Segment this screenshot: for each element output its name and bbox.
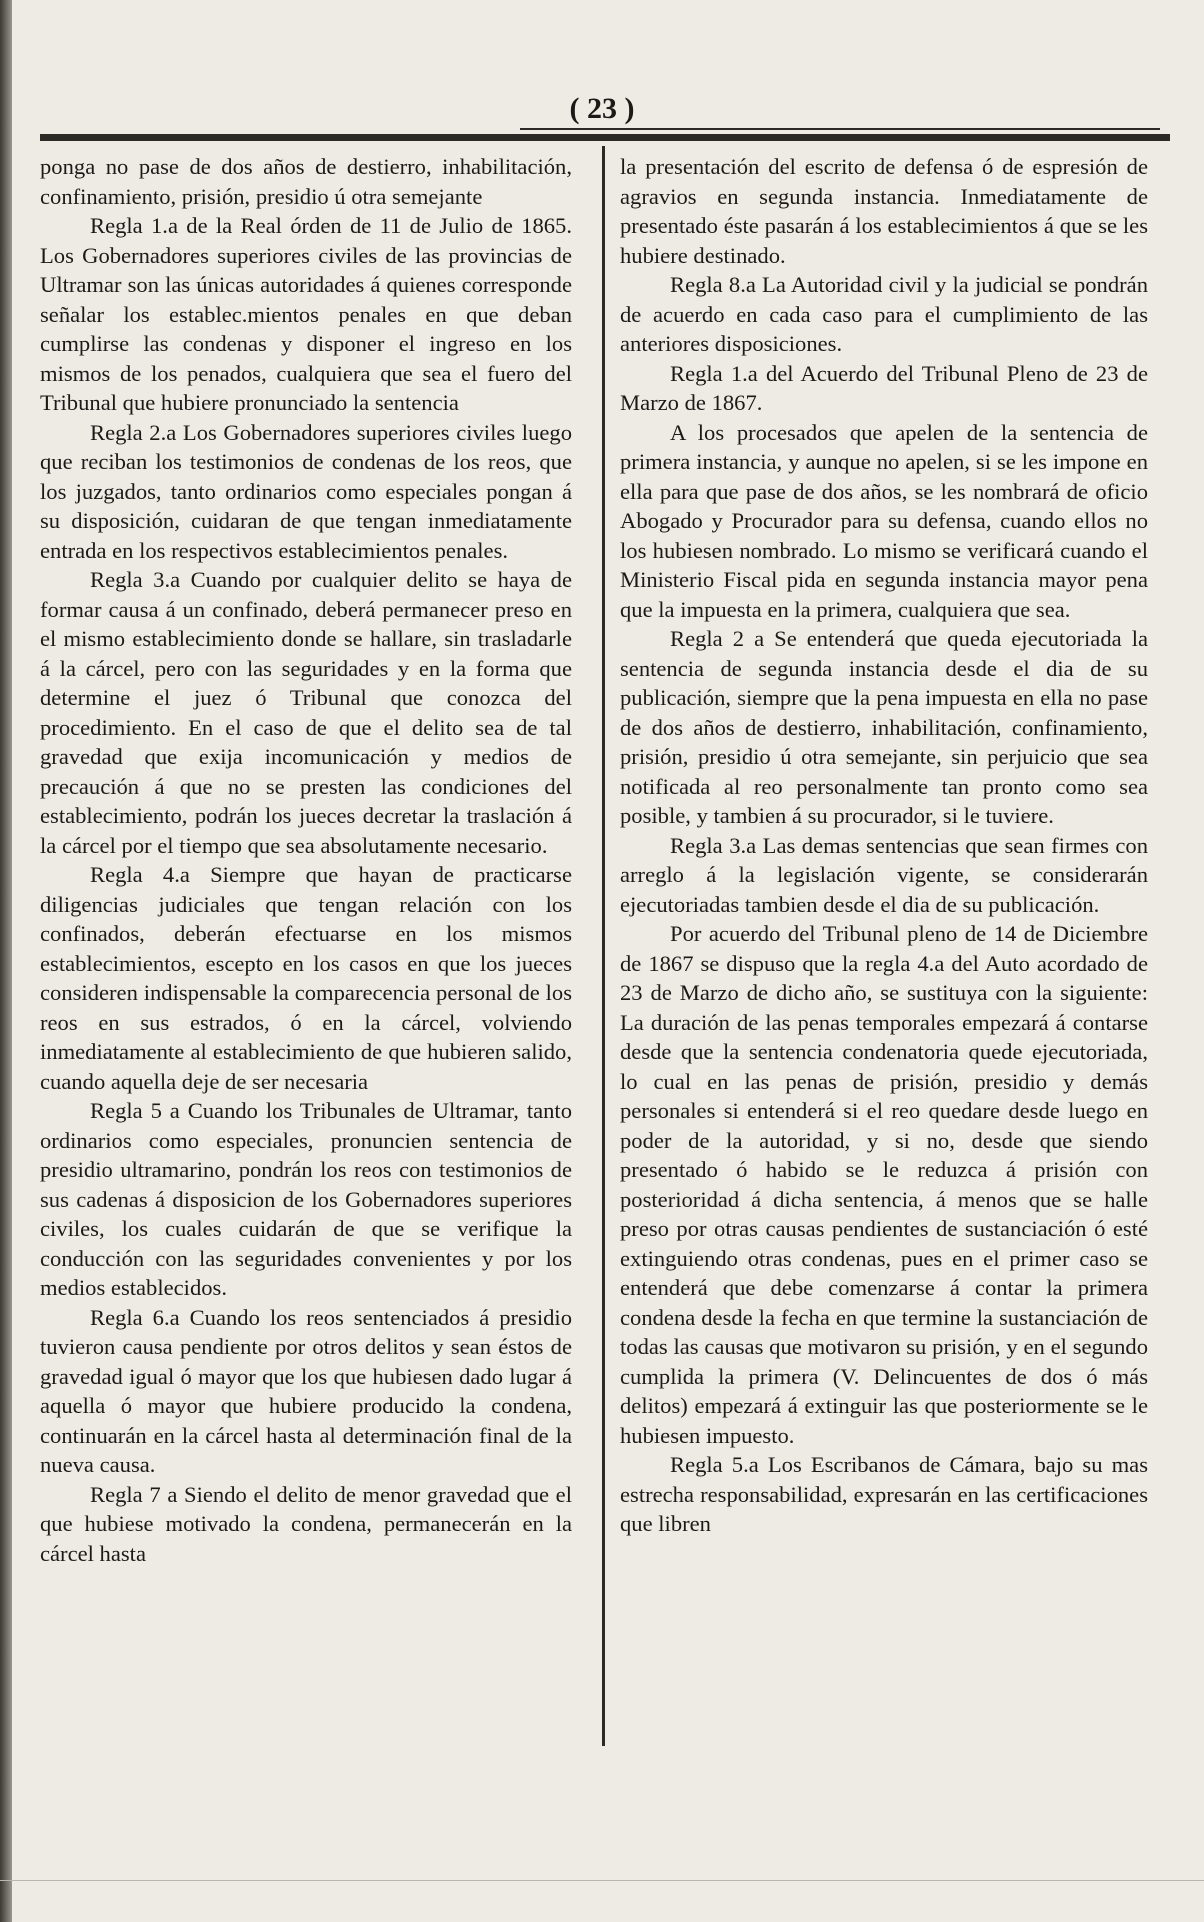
left-column-paragraph: Regla 2.a Los Gobernadores superiores civiles luego que reciban los testimonios de condenas de los reos, que los juzgados, tanto ordinarios como especiales pongan á su disposición, cuidaran de que tengan inmediatamente entrada en los respectivos establecimientos penales. [40,419,572,563]
header-rule-thin [520,128,1160,130]
right-column [620,152,1148,1539]
left-column-paragraph: Regla 1.a de la Real órden de 11 de Julio de 1865. Los Gobernadores superiores civiles de las provincias de Ultramar son las únicas autoridades á quienes corresponde señalar los establec.mientos penales en que deban cumplirse las condenas y disponer el ingreso en los mismos de los penados, cualquiera que sea el fuero del Tribunal que hubiere pronunciado la sentencia [40,213,572,415]
right-column-paragraph: Regla 3.a Las demas sentencias que sean firmes con arreglo á la legislación vigente, se considerarán ejecutoriadas tambien desde el dia de su publicación. [620,832,1148,917]
column-divider [602,146,605,1746]
right-column-paragraph: Regla 5.a Los Escribanos de Cámara, bajo su mas estrecha responsabilidad, expresarán en las certificaciones que libren [620,1452,1148,1536]
right-column-paragraph: A los procesados que apelen de la sentencia de primera instancia, y aunque no apelen, si se les impone en ella para que pase de dos años, se les nombrará de oficio Abogado y Procurador para su defensa, cuando ellos no los hubiesen nombrado. Lo mismo se verificará cuando el Ministerio Fiscal pida en segunda instancia mayor pena que la impuesta en la primera, cualquiera que sea. [620,419,1148,622]
right-column-paragraph: Por acuerdo del Tribunal pleno de 14 de Diciembre de 1867 se dispuso que la regla 4.a del Auto acordado de 23 de Marzo de dicho año, se sustituya con la siguiente: La duración de las penas temporales empezará á contarse desde que la sentencia condenatoria quede ejecutoriada, lo cual en las penas de prisión, presidio y demás personales si entenderá si el reo quedare desde luego en poder de la autoridad, y si no, desde que siendo presentado ó habido se le reduzca á prisión con posterioridad á dicha sentencia, á menos que se halle preso por otras causas pendientes de sustanciación ó esté extinguiendo otras condenas, pues en el primer caso se entenderá que debe comenzarse á contar la primera condena desde la fecha en que termine la sustanciación de todas las causas que motivaron su prisión, y en el segundo cumplida la primera (V. Delincuentes de dos ó más delitos) empezará á extinguir las que posteriormente se le hubiesen impuesto. [620,921,1148,1448]
page-number: ( 23 ) [569,92,635,125]
left-column-paragraph: Regla 5 a Cuando los Tribunales de Ultramar, tanto ordinarios como especiales, pronuncien sentencia de presidio ultramarino, pondrán los reos con testimonios de sus cadenas á disposicion de los Gobernadores superiores civiles, los cuales cuidarán de que se verifique la conducción con las seguridades convenientes y por los medios establecidos. [40,1098,572,1300]
page-binding-shadow [0,0,12,1922]
left-column-paragraph: Regla 4.a Siempre que hayan de practicarse diligencias judiciales que tengan relación con los confinados, deberán efectuarse en los mismos establecimientos, escepto en los casos en que los jueces consideren indispensable la comparecencia personal de los reos en sus estrados, ó en la cárcel, volviendo inmediatamente al establecimiento de que hubieren salido, cuando aquella deje de ser necesaria [40,862,572,1094]
right-column-paragraph: Regla 2 a Se entenderá que queda ejecutoriada la sentencia de segunda instancia desde el dia de su publicación, siempre que la pena impuesta en ella no pase de dos años de destierro, inhabilitación, confinamiento, prisión, presidio ú otra semejante, sin perjuicio que sea notificada al reo personalmente tan pronto como sea posible, y tambien á su procurador, si le tuviere. [620,626,1148,828]
left-column-paragraph: Regla 7 a Siendo el delito de menor gravedad que el que hubiese motivado la condena, permanecerán en la cárcel hasta [40,1481,572,1566]
footer-rule [0,1880,1204,1881]
left-column-paragraph: ponga no pase de dos años de destierro, inhabilitación, confinamiento, prisión, presidio ú otra semejante [40,154,572,209]
right-column-paragraph: Regla 1.a del Acuerdo del Tribunal Pleno de 23 de Marzo de 1867. [620,360,1148,415]
right-column-paragraph: Regla 8.a La Autoridad civil y la judicial se pondrán de acuerdo en cada caso para el cumplimiento de las anteriores disposiciones. [620,272,1148,356]
header-rule [40,134,1170,141]
left-column-paragraph: Regla 3.a Cuando por cualquier delito se haya de formar causa á un confinado, deberá permanecer preso en el mismo establecimiento donde se hallare, sin trasladarle á la cárcel, pero con las seguridades y en la forma que determine el juez ó Tribunal que conozca del procedimiento. En el caso de que el delito sea de tal gravedad que exija incomunicación y medios de precaución á que no se presten las condiciones del establecimiento, podrán los jueces decretar la traslación á la cárcel por el tiempo que sea absolutamente necesario. [40,567,572,858]
left-column-paragraph: Regla 6.a Cuando los reos sentenciados á presidio tuvieron causa pendiente por otros delitos y sean éstos de gravedad igual ó mayor que los que hubiesen dado lugar á aquella ó mayor que hubiere producido la condena, continuarán en la cárcel hasta al determinación final de la nueva causa. [40,1304,572,1477]
left-column [40,152,572,1568]
right-column-paragraph: la presentación del escrito de defensa ó de espresión de agravios en segunda instancia. Inmediatamente de presentado éste pasarán á los establecimientos á que se les hubiere destinado. [620,154,1148,268]
